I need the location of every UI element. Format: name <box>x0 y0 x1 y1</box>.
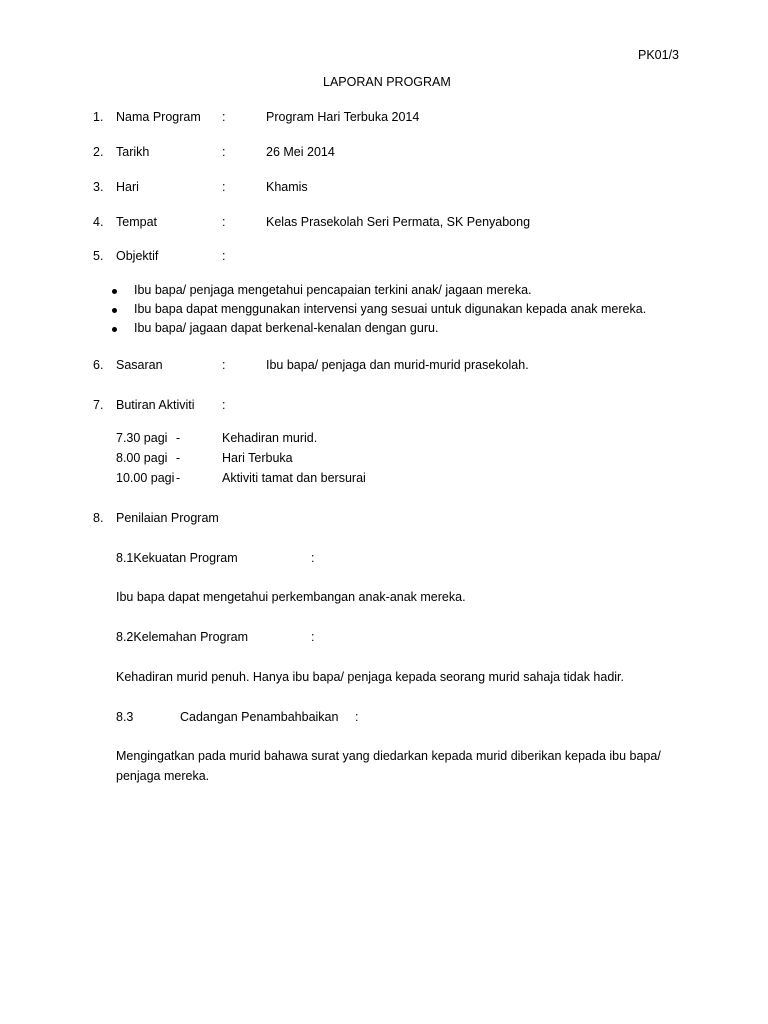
item-number: 1. <box>93 110 104 124</box>
item-colon: : <box>222 180 226 194</box>
weakness-text: Kehadiran murid penuh. Hanya ibu bapa/ penjaga kepada seorang murid sahaja tidak hadir. <box>116 670 624 684</box>
item-label-objektif: Objektif <box>116 249 159 263</box>
item-colon: : <box>222 398 226 412</box>
item-number: 6. <box>93 358 104 372</box>
bullet-icon <box>112 327 117 332</box>
item-colon: : <box>222 145 226 159</box>
bullet-icon <box>112 308 117 313</box>
suggestion-colon: : <box>355 710 359 724</box>
schedule-dash: - <box>176 471 181 485</box>
schedule-time: 10.00 pagi <box>116 471 175 485</box>
item-number: 4. <box>93 215 104 229</box>
item-label-sasaran: Sasaran <box>116 358 163 372</box>
weakness-heading: 8.2Kelemahan Program <box>116 630 249 644</box>
schedule-activity: Hari Terbuka <box>222 451 293 465</box>
objective-item: Ibu bapa/ penjaga mengetahui pencapaian terkini anak/ jagaan mereka. <box>134 283 532 297</box>
document-title: LAPORAN PROGRAM <box>323 75 451 89</box>
schedule-activity: Kehadiran murid. <box>222 431 318 445</box>
item-number: 8. <box>93 511 104 525</box>
bullet-icon <box>112 289 117 294</box>
item-label-penilaian-program: Penilaian Program <box>116 511 219 525</box>
item-label-tarikh: Tarikh <box>116 145 150 159</box>
item-value-sasaran: Ibu bapa/ penjaga dan murid-murid prasekolah. <box>266 358 529 372</box>
item-number: 7. <box>93 398 104 412</box>
schedule-dash: - <box>176 451 181 465</box>
suggestion-text-line: penjaga mereka. <box>116 769 210 783</box>
item-label-tempat: Tempat <box>116 215 157 229</box>
item-value-tarikh: 26 Mei 2014 <box>266 145 335 159</box>
objective-item: Ibu bapa dapat menggunakan intervensi yang sesuai untuk digunakan kepada anak mereka. <box>134 302 647 316</box>
item-value-nama-program: Program Hari Terbuka 2014 <box>266 110 420 124</box>
strength-colon: : <box>311 551 315 565</box>
item-label-butiran-aktiviti: Butiran Aktiviti <box>116 398 195 412</box>
item-colon: : <box>222 110 226 124</box>
item-value-hari: Khamis <box>266 180 308 194</box>
schedule-activity: Aktiviti tamat dan bersurai <box>222 471 366 485</box>
document-code: PK01/3 <box>638 48 680 62</box>
suggestion-number: 8.3 <box>116 710 134 724</box>
item-colon: : <box>222 358 226 372</box>
item-colon: : <box>222 215 226 229</box>
strength-text: Ibu bapa dapat mengetahui perkembangan anak-anak mereka. <box>116 590 466 604</box>
item-number: 3. <box>93 180 104 194</box>
item-colon: : <box>222 249 226 263</box>
objective-item: Ibu bapa/ jagaan dapat berkenal-kenalan dengan guru. <box>134 321 439 335</box>
schedule-time: 7.30 pagi <box>116 431 168 445</box>
item-label-nama-program: Nama Program <box>116 110 201 124</box>
schedule-dash: - <box>176 431 181 445</box>
item-number: 2. <box>93 145 104 159</box>
item-number: 5. <box>93 249 104 263</box>
weakness-colon: : <box>311 630 315 644</box>
suggestion-text-line: Mengingatkan pada murid bahawa surat yang diedarkan kepada murid diberikan kepada ibu bapa/ <box>116 749 661 763</box>
item-value-tempat: Kelas Prasekolah Seri Permata, SK Penyabong <box>266 215 531 229</box>
suggestion-heading: Cadangan Penambahbaikan <box>180 710 339 724</box>
schedule-time: 8.00 pagi <box>116 451 168 465</box>
item-label-hari: Hari <box>116 180 139 194</box>
strength-heading: 8.1Kekuatan Program <box>116 551 238 565</box>
